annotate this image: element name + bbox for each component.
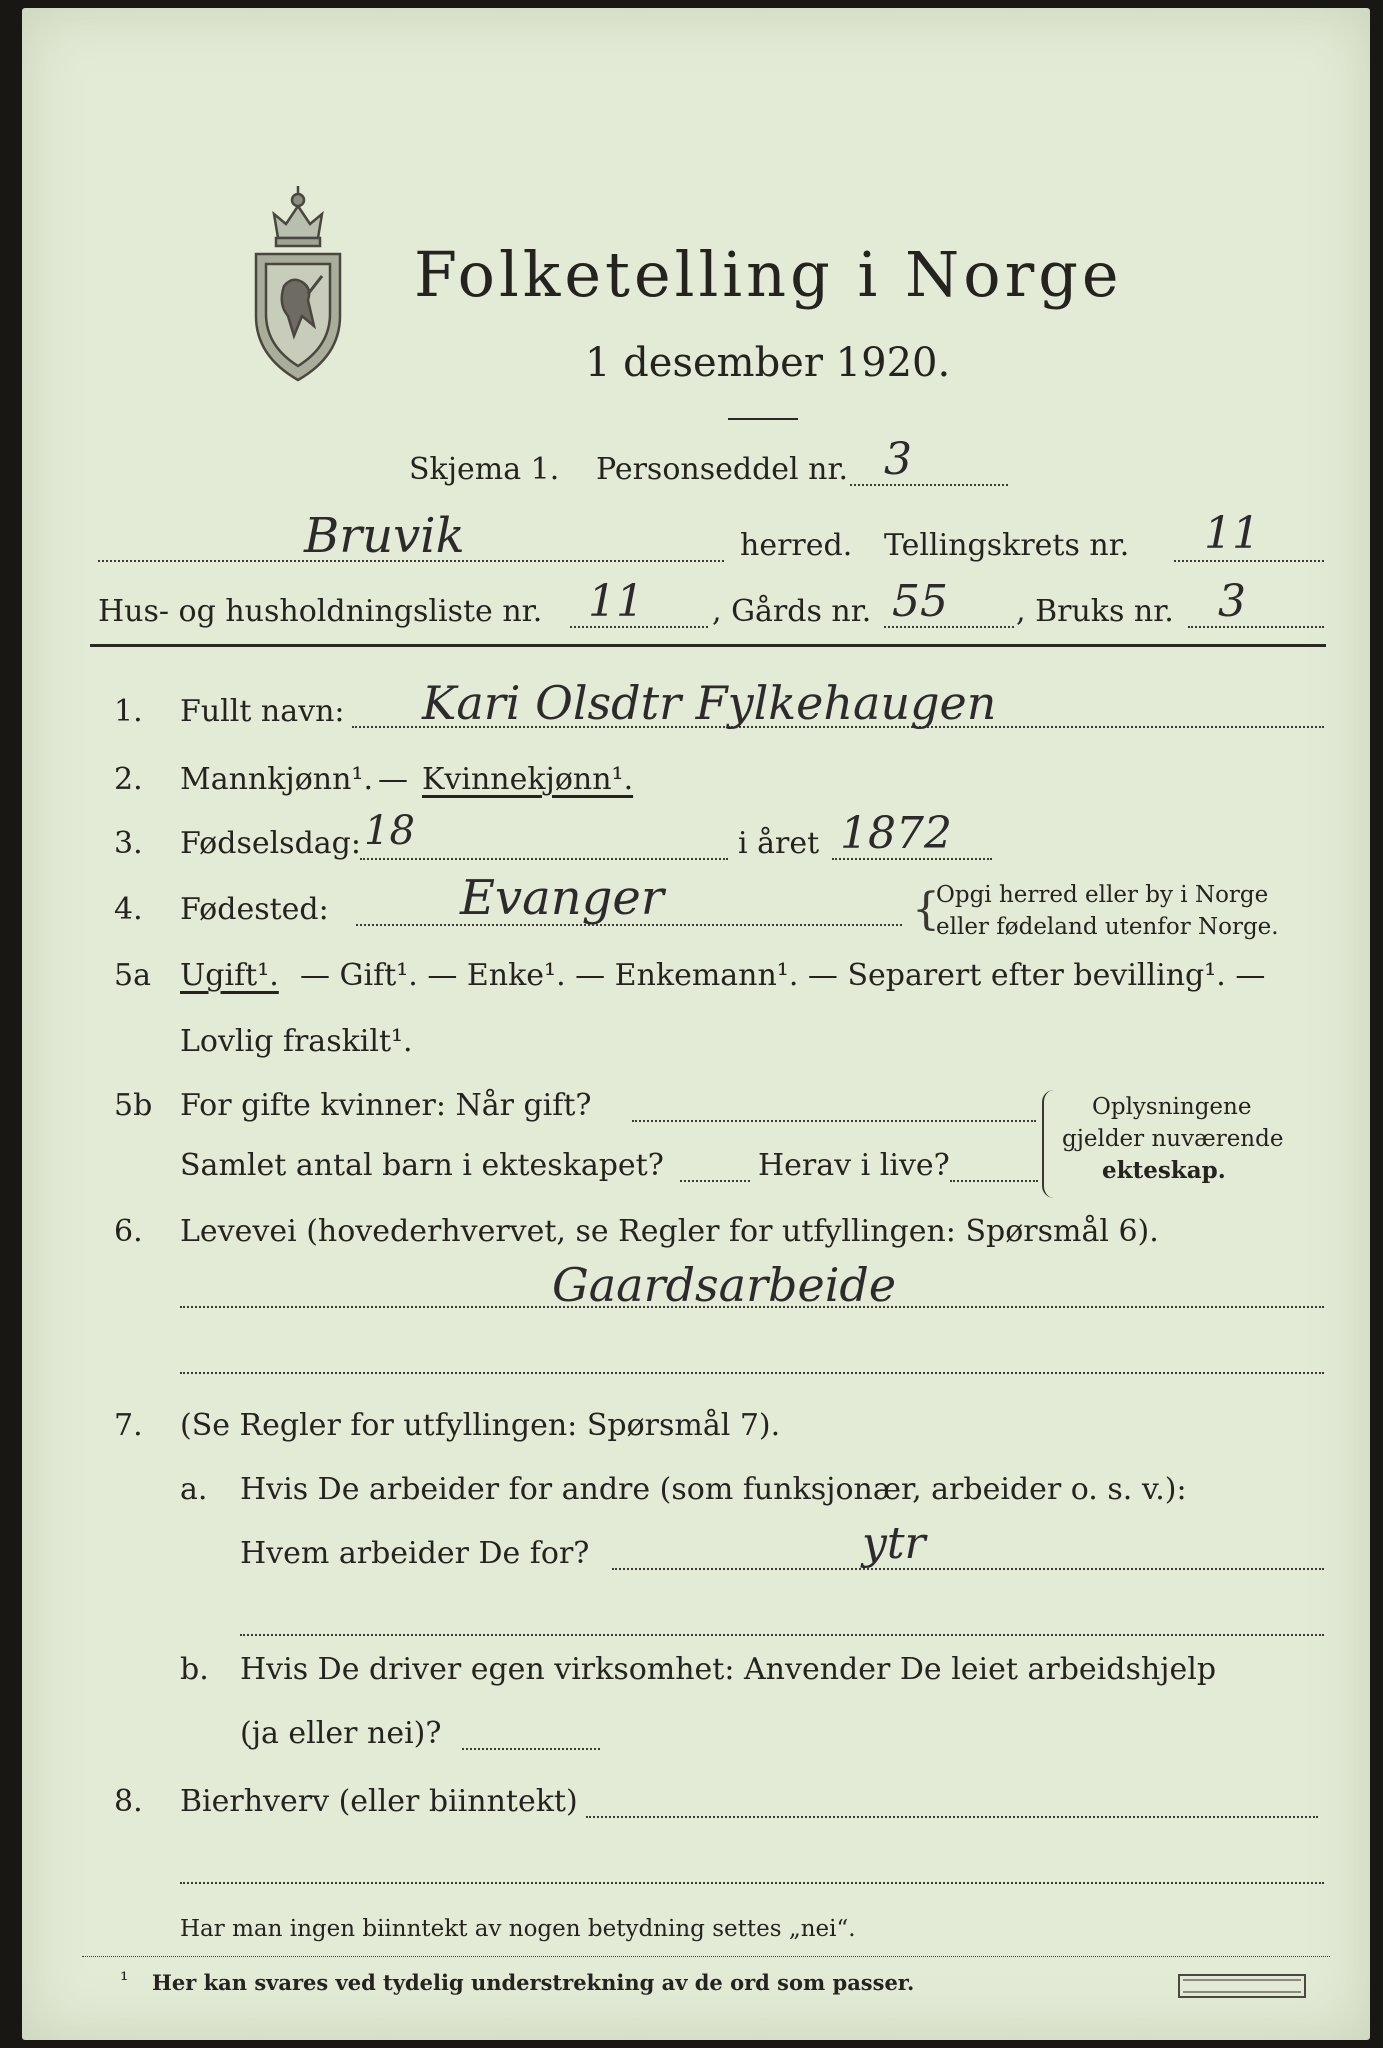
q8-label: Bierhverv (eller biinntekt) (180, 1784, 578, 1819)
brace (1042, 1090, 1058, 1198)
schema-label: Skjema 1. (409, 452, 560, 487)
q5a-number: 5a (114, 958, 151, 993)
bruks-value: 3 (1218, 576, 1246, 627)
employer-value: ytr (862, 1518, 926, 1569)
footnote: Her kan svares ved tydelig understrekning av de ord som passer. (152, 1970, 915, 1995)
birthplace-note-line2: eller fødeland utenfor Norge. (936, 914, 1279, 940)
q6-label: Levevei (hovederhvervet, se Regler for utfyllingen: Spørsmål 6). (180, 1214, 1159, 1249)
form-title: Folketelling i Norge (414, 238, 1123, 311)
gender-separator: — (378, 762, 408, 797)
employer-label: Hvem arbeider De for? (240, 1536, 590, 1571)
bruks-label: , Bruks nr. (1016, 594, 1174, 629)
occupation-value: Gaardsarbeide (552, 1258, 897, 1312)
footnote-mark: ¹ (120, 1968, 129, 1992)
income-note: Har man ingen biinntekt av nogen betydning settes „nei“. (180, 1916, 856, 1942)
gards-value: 55 (892, 576, 948, 627)
marital-options: — Gift¹. — Enke¹. — Enkemann¹. — Separert efter bevilling¹. — (300, 958, 1266, 993)
q2-number: 2. (114, 762, 143, 797)
footer-divider (82, 1956, 1330, 1957)
household-list-label: Hus- og husholdningsliste nr. (98, 594, 543, 629)
personseddel-label: Personseddel nr. (596, 452, 849, 487)
marriage-note-line3: ekteskap. (1102, 1157, 1226, 1184)
brace: { (912, 884, 940, 935)
marital-divorced: Lovlig fraskilt¹. (180, 1024, 413, 1059)
herred-label: herred. (740, 528, 853, 563)
children-label: Samlet antal barn i ekteskapet? (180, 1148, 664, 1183)
tellingskrets-value: 11 (1204, 508, 1260, 559)
marriage-note-line2: gjelder nuværende (1062, 1126, 1284, 1152)
q7-number: 7. (114, 1408, 143, 1443)
gards-label: , Gårds nr. (712, 594, 872, 629)
alive-label: Herav i live? (758, 1148, 950, 1183)
gender-male: Mannkjønn¹. (180, 762, 373, 797)
header-rule (90, 644, 1326, 647)
census-date: 1 desember 1920. (585, 340, 951, 386)
marriage-note-line1: Oplysningene (1092, 1094, 1252, 1120)
coat-of-arms-icon (244, 176, 352, 384)
herred-value: Bruvik (304, 508, 465, 564)
q7a-letter: a. (180, 1472, 208, 1507)
birthplace-note-line1: Opgi herred eller by i Norge (936, 882, 1269, 908)
q3-label: Fødselsdag: (180, 826, 361, 861)
q7-label: (Se Regler for utfyllingen: Spørsmål 7). (180, 1408, 781, 1443)
title-divider (728, 418, 798, 420)
census-form-page (22, 8, 1370, 2040)
printer-stamp (1178, 1974, 1306, 1998)
q7b-sub-label: (ja eller nei)? (240, 1716, 442, 1751)
q5b-number: 5b (114, 1088, 153, 1123)
personseddel-value: 3 (884, 434, 912, 485)
birth-day-value: 18 (364, 808, 415, 854)
household-list-value: 11 (588, 576, 644, 627)
q7a-label: Hvis De arbeider for andre (som funksjonær, arbeider o. s. v.): (240, 1472, 1187, 1507)
birth-year-value: 1872 (840, 808, 952, 859)
q1-number: 1. (114, 694, 143, 729)
q8-number: 8. (114, 1784, 143, 1819)
q6-number: 6. (114, 1214, 143, 1249)
gender-female-underlined: Kvinnekjønn¹. (422, 762, 634, 797)
full-name-value: Kari Olsdtr Fylkehaugen (422, 676, 997, 730)
tellingskrets-label: Tellingskrets nr. (884, 528, 1130, 563)
q1-label: Fullt navn: (180, 694, 345, 729)
year-label: i året (738, 826, 820, 861)
q5b-label: For gifte kvinner: Når gift? (180, 1088, 592, 1123)
q4-label: Fødested: (180, 892, 329, 927)
q7b-letter: b. (180, 1652, 209, 1687)
q3-number: 3. (114, 826, 143, 861)
marital-ugift-underlined: Ugift¹. (180, 958, 279, 993)
q4-number: 4. (114, 892, 143, 927)
birthplace-value: Evanger (460, 870, 664, 926)
q7b-label: Hvis De driver egen virksomhet: Anvender De leiet arbeidshjelp (240, 1652, 1217, 1687)
